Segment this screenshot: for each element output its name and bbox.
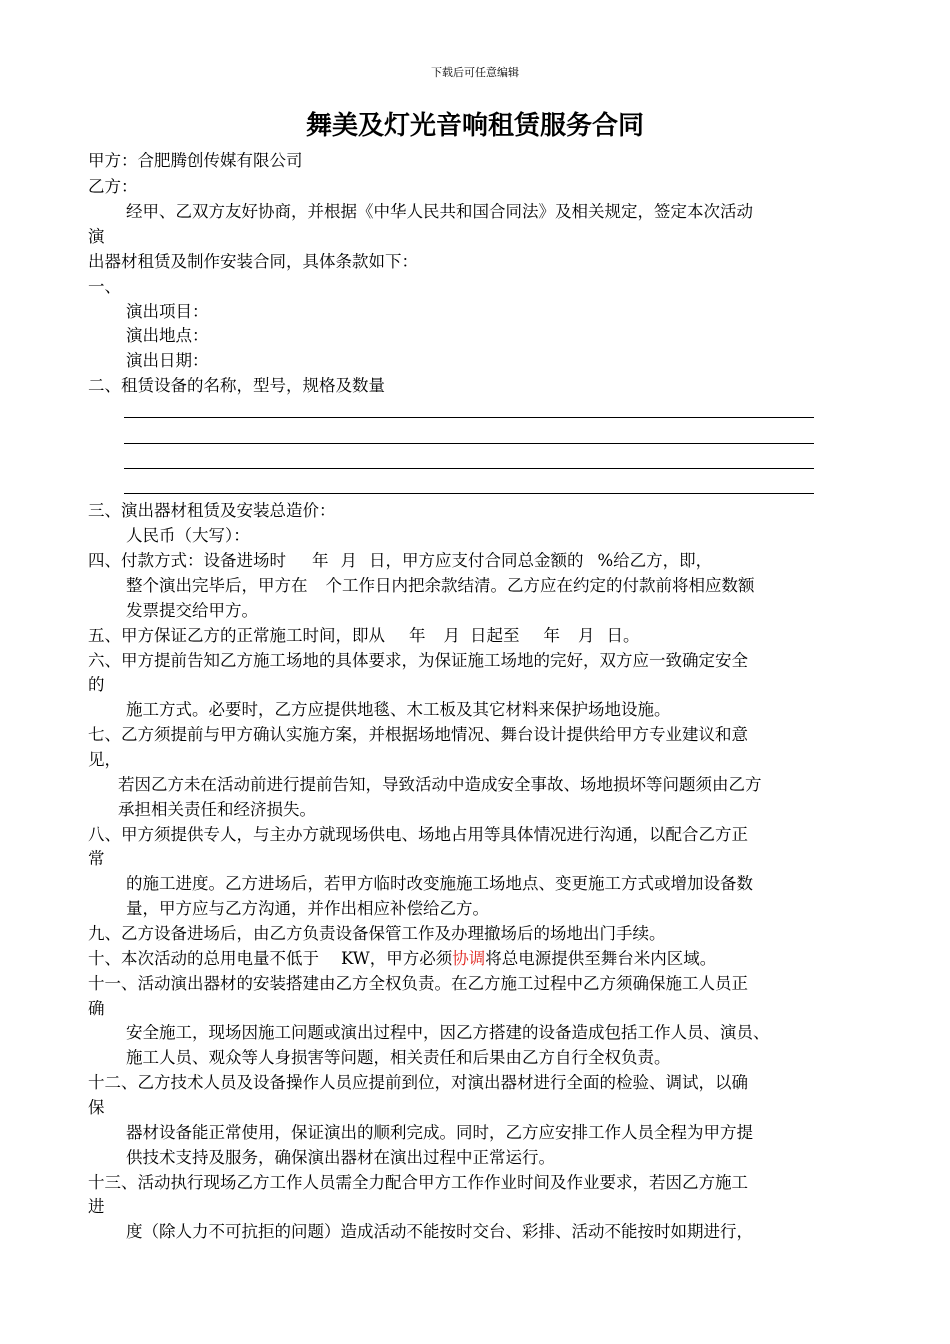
highlighted-text: 协调 bbox=[452, 949, 486, 968]
equipment-blank-line bbox=[124, 468, 814, 469]
section-6-line-1: 六、甲方提前告知乙方施工场地的具体要求，为保证施工场地的完好，双方应一致确定安全 bbox=[88, 651, 748, 670]
section-12-line-2: 保 bbox=[88, 1098, 105, 1117]
section-13-line-2: 进 bbox=[88, 1197, 105, 1216]
text-span: 个工作日内把余款结清。乙方应在约定的付款前将相应数额 bbox=[325, 576, 755, 595]
text-span: %给乙方，即， bbox=[597, 551, 713, 570]
performance-date: 演出日期： bbox=[126, 351, 209, 370]
text-span: 月 bbox=[340, 551, 357, 570]
section-6-line-2: 的 bbox=[88, 675, 105, 694]
text-span: 日，甲方应支付合同总金额的 bbox=[369, 551, 584, 570]
text-span: 五、甲方保证乙方的正常施工时间，即从 bbox=[88, 626, 385, 645]
rmb-amount: 人民币（大写）： bbox=[126, 526, 250, 545]
text-span: 将总电源提供至舞台米内区域。 bbox=[485, 949, 717, 968]
section-11-line-4: 施工人员、观众等人身损害等问题，相关责任和后果由乙方自行全权负责。 bbox=[126, 1048, 671, 1067]
text-span: 整个演出完毕后，甲方在 bbox=[126, 576, 308, 595]
section-1-heading: 一、 bbox=[88, 277, 121, 296]
section-10-line-1 bbox=[88, 948, 716, 970]
party-a: 甲方：合肥腾创传媒有限公司 bbox=[88, 151, 303, 170]
intro-line-2: 演 bbox=[88, 227, 105, 246]
performance-location: 演出地点： bbox=[126, 326, 209, 345]
section-11-line-3: 安全施工，现场因施工问题或演出过程中，因乙方搭建的设备造成包括工作人员、演员、 bbox=[126, 1023, 770, 1042]
text-span: 年 bbox=[312, 551, 329, 570]
equipment-blank-line bbox=[124, 493, 814, 494]
section-12-line-1: 十二、乙方技术人员及设备操作人员应提前到位，对演出器材进行全面的检验、调试，以确 bbox=[88, 1073, 748, 1092]
header-note: 下载后可任意编辑 bbox=[431, 66, 519, 79]
section-8-line-1: 八、甲方须提供专人，与主办方就现场供电、场地占用等具体情况进行沟通，以配合乙方正 bbox=[88, 825, 748, 844]
section-7-line-3: 若因乙方未在活动前进行提前告知，导致活动中造成安全事故、场地损坏等问题须由乙方 bbox=[118, 775, 762, 794]
section-12-line-4: 供技术支持及服务，确保演出器材在演出过程中正常运行。 bbox=[126, 1148, 555, 1167]
document-title: 舞美及灯光音响租赁服务合同 bbox=[305, 111, 644, 141]
section-4-line-3: 发票提交给甲方。 bbox=[126, 601, 258, 620]
equipment-blank-line bbox=[124, 443, 814, 444]
text-span: 日。 bbox=[606, 626, 640, 645]
section-13-line-1: 十三、活动执行现场乙方工作人员需全力配合甲方工作作业时间及作业要求，若因乙方施工 bbox=[88, 1173, 748, 1192]
intro-line-3: 出器材租赁及制作安装合同，具体条款如下： bbox=[88, 252, 418, 271]
text-span: KW，甲方必须 bbox=[341, 949, 453, 968]
section-13-line-3: 度（除人力不可抗拒的问题）造成活动不能按时交台、彩排、活动不能按时如期进行， bbox=[126, 1222, 753, 1241]
text-span: 年 bbox=[543, 626, 560, 645]
section-8-line-3: 的施工进度。乙方进场后，若甲方临时改变施施工场地点、变更施工方式或增加设备数 bbox=[126, 874, 753, 893]
performance-project: 演出项目： bbox=[126, 302, 209, 321]
section-6-line-3: 施工方式。必要时，乙方应提供地毯、木工板及其它材料来保护场地设施。 bbox=[126, 700, 671, 719]
section-2-heading: 二、租赁设备的名称，型号，规格及数量 bbox=[88, 376, 385, 395]
section-7-line-4: 承担相关责任和经济损失。 bbox=[118, 800, 316, 819]
section-3-heading: 三、演出器材租赁及安装总造价： bbox=[88, 501, 336, 520]
text-span: 十、本次活动的总用电量不低于 bbox=[88, 949, 319, 968]
section-8-line-4: 量，甲方应与乙方沟通，并作出相应补偿给乙方。 bbox=[126, 899, 489, 918]
section-11-line-1: 十一、活动演出器材的安装搭建由乙方全权负责。在乙方施工过程中乙方须确保施工人员正 bbox=[88, 974, 748, 993]
equipment-blank-line bbox=[124, 417, 814, 418]
section-7-line-2: 见， bbox=[88, 750, 121, 769]
text-span: 日起至 bbox=[470, 626, 520, 645]
section-4-line-1 bbox=[88, 550, 712, 572]
section-11-line-2: 确 bbox=[88, 999, 105, 1018]
party-b: 乙方： bbox=[88, 177, 138, 196]
text-span: 四、付款方式：设备进场时 bbox=[88, 551, 286, 570]
section-8-line-2: 常 bbox=[88, 849, 105, 868]
section-9-line-1: 九、乙方设备进场后，由乙方负责设备保管工作及办理撤场后的场地出门手续。 bbox=[88, 924, 666, 943]
intro-line-1: 经甲、乙双方友好协商，并根据《中华人民共和国合同法》及相关规定，签定本次活动 bbox=[126, 202, 753, 221]
text-span: 月 bbox=[578, 626, 595, 645]
section-12-line-3: 器材设备能正常使用，保证演出的顺利完成。同时，乙方应安排工作人员全程为甲方提 bbox=[126, 1123, 753, 1142]
text-span: 月 bbox=[443, 626, 460, 645]
section-4-line-2 bbox=[126, 575, 755, 597]
section-5-line-1 bbox=[88, 625, 640, 647]
section-7-line-1: 七、乙方须提前与甲方确认实施方案，并根据场地情况、舞台设计提供给甲方专业建议和意 bbox=[88, 725, 748, 744]
text-span: 年 bbox=[409, 626, 426, 645]
